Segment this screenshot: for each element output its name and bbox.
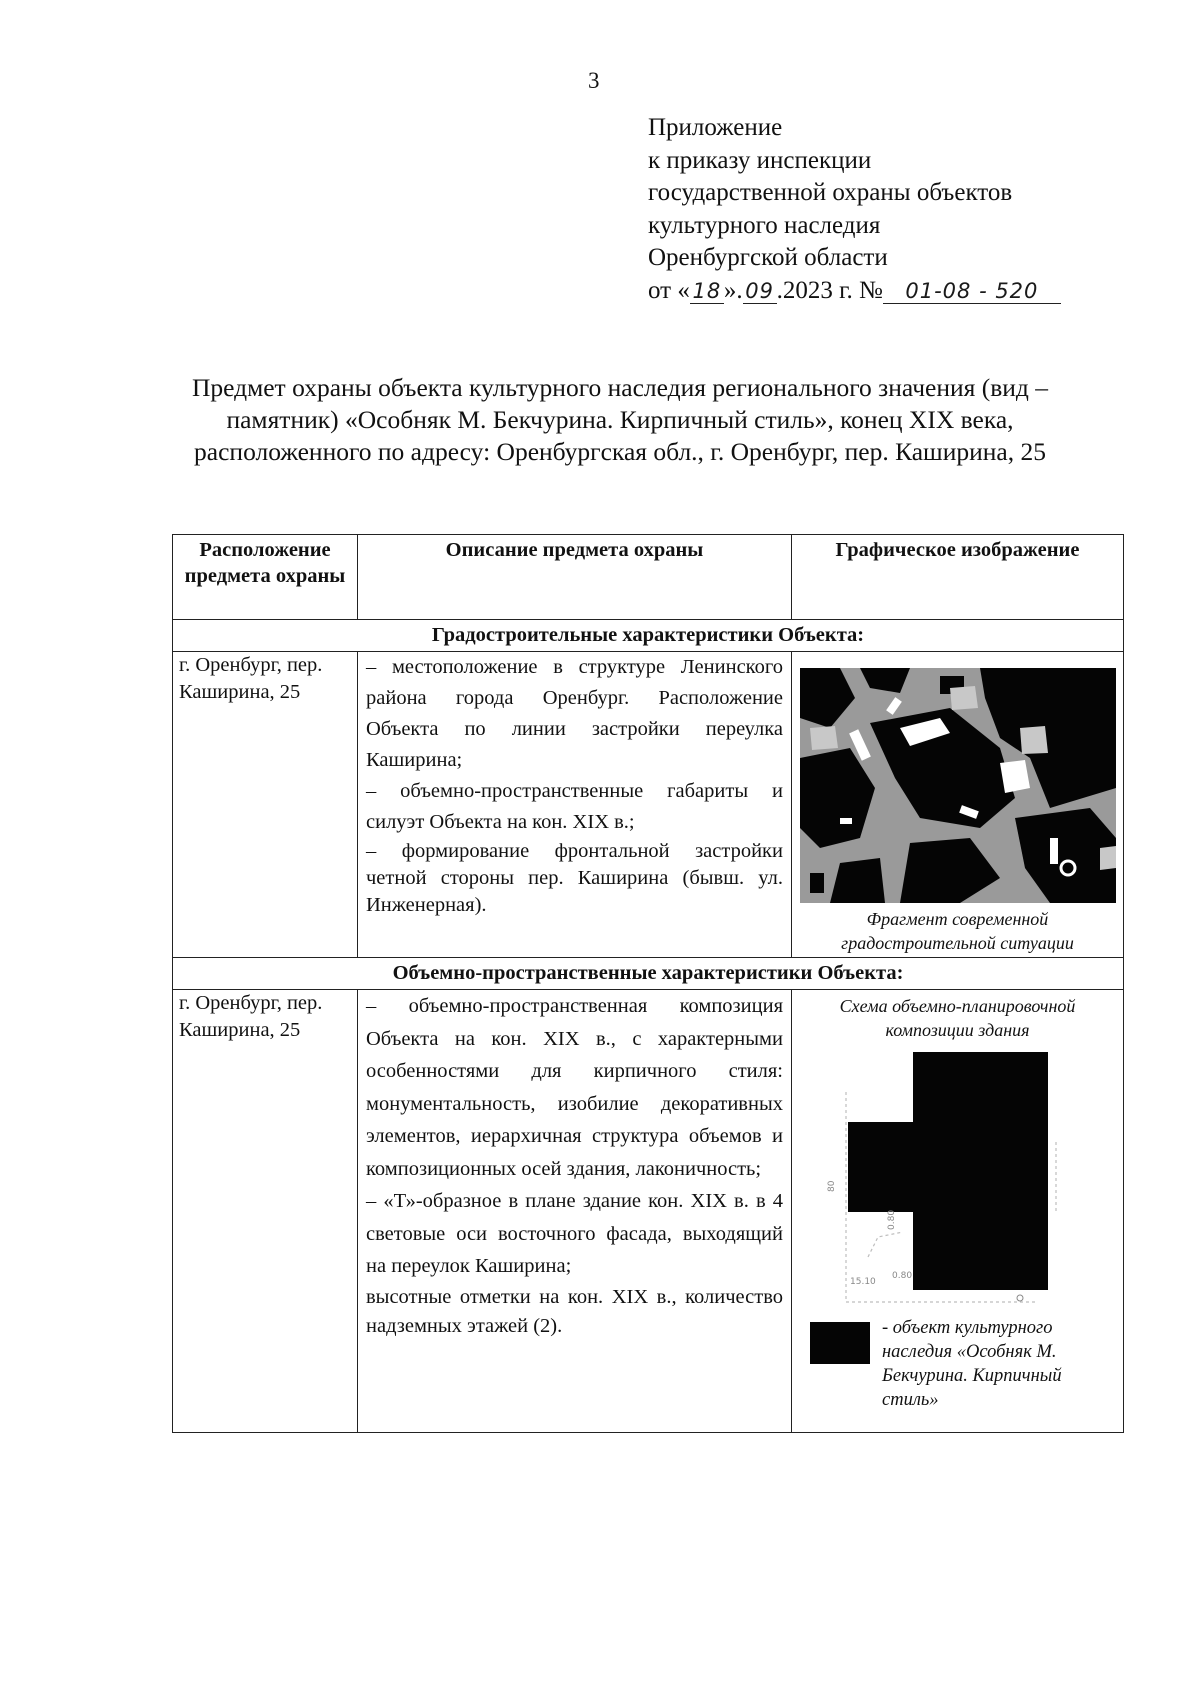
header-description: Описание предмета охраны	[358, 535, 792, 620]
description-item: – объемно-пространственные габариты и силуэт Объекта на кон. XIX в.;	[366, 780, 783, 833]
aerial-map-image	[800, 668, 1116, 903]
date-mid: ».	[723, 276, 743, 304]
graphic-caption: Схема объемно-планировочной композиции здания	[839, 996, 1076, 1040]
description-cell	[358, 990, 792, 1433]
graphic-cell	[792, 990, 1124, 1433]
plan-building-shape	[848, 1052, 1048, 1290]
header-location: Расположение предмета охраны	[173, 535, 358, 620]
table-row	[173, 990, 1124, 1433]
plan-label: 15.10	[849, 1277, 876, 1287]
table-row	[173, 652, 1124, 958]
document-title: Предмет охраны объекта культурного наследия регионального значения (вид – памятник) «Особняк М. Бекчурина. Кирпичный стиль», конец XIX века, расположенного по адресу: Оренбургская обл., г. Оренбург, пер. Каширина, 25	[191, 373, 1049, 466]
plan-label: 80	[826, 1180, 837, 1192]
date-month-handwritten: 09	[743, 279, 777, 304]
order-number-handwritten: 01-08 - 520	[883, 279, 1061, 304]
annex-block	[648, 112, 1061, 307]
protection-table	[172, 534, 1124, 1433]
table-header-row	[173, 535, 1124, 620]
plan-label: 0.80	[886, 1209, 897, 1230]
annex-line: Приложение	[648, 114, 783, 141]
description-item: – объемно-пространственная композиция Объекта на кон. XIX в., с характерными особенностями для кирпичного стиля: монументальность, изобилие декоративных элементов, иерархичная структура объемов и композиционных осей здания, лаконичность;	[366, 995, 783, 1180]
date-day-handwritten: 18	[690, 279, 724, 304]
annex-line: государственной охраны объектов	[648, 179, 1013, 206]
date-prefix: от «	[648, 276, 690, 304]
annex-line: к приказу инспекции	[648, 146, 872, 174]
description-item: – «Т»-образное в плане здание кон. XIX в. в 4 световые оси восточного фасада, выходящий на переулок Каширина;	[366, 1190, 783, 1277]
legend	[798, 1316, 1117, 1412]
location-cell: г. Оренбург, пер. Каширина, 25	[173, 652, 358, 958]
section-heading-row	[173, 620, 1124, 652]
description-item: высотные отметки на кон. XIX в., количество надземных этажей (2).	[366, 1285, 783, 1337]
legend-swatch	[810, 1322, 870, 1364]
graphic-cell	[792, 652, 1124, 958]
page-number: 3	[588, 68, 600, 93]
plan-label: 0.80	[891, 1271, 912, 1281]
date-year: .2023 г. №	[776, 276, 883, 304]
location-cell: г. Оренбург, пер. Каширина, 25	[173, 990, 358, 1433]
description-item: – местоположение в структуре Ленинского района города Оренбург. Расположение Объекта по линии застройки переулка Каширина;	[366, 656, 783, 771]
annex-date-line	[648, 275, 1061, 308]
description-item: – формирование фронтальной застройки четной стороны пер. Каширина (бывш. ул. Инженерная).	[366, 840, 783, 916]
annex-line: Оренбургской области	[648, 244, 888, 271]
section-heading-volume: Объемно-пространственные характеристики Объекта:	[173, 958, 1124, 990]
annex-line: культурного наследия	[648, 211, 881, 239]
building-plan-scheme	[808, 1052, 1108, 1312]
header-graphic: Графическое изображение	[792, 535, 1124, 620]
graphic-caption: Фрагмент современной градостроительной ситуации	[841, 909, 1074, 953]
section-heading-row	[173, 958, 1124, 990]
section-heading-urban: Градостроительные характеристики Объекта:	[173, 620, 1124, 652]
description-cell	[358, 652, 792, 958]
legend-text: - объект культурного наследия «Особняк М. Бекчурина. Кирпичный стиль»	[882, 1318, 1062, 1410]
